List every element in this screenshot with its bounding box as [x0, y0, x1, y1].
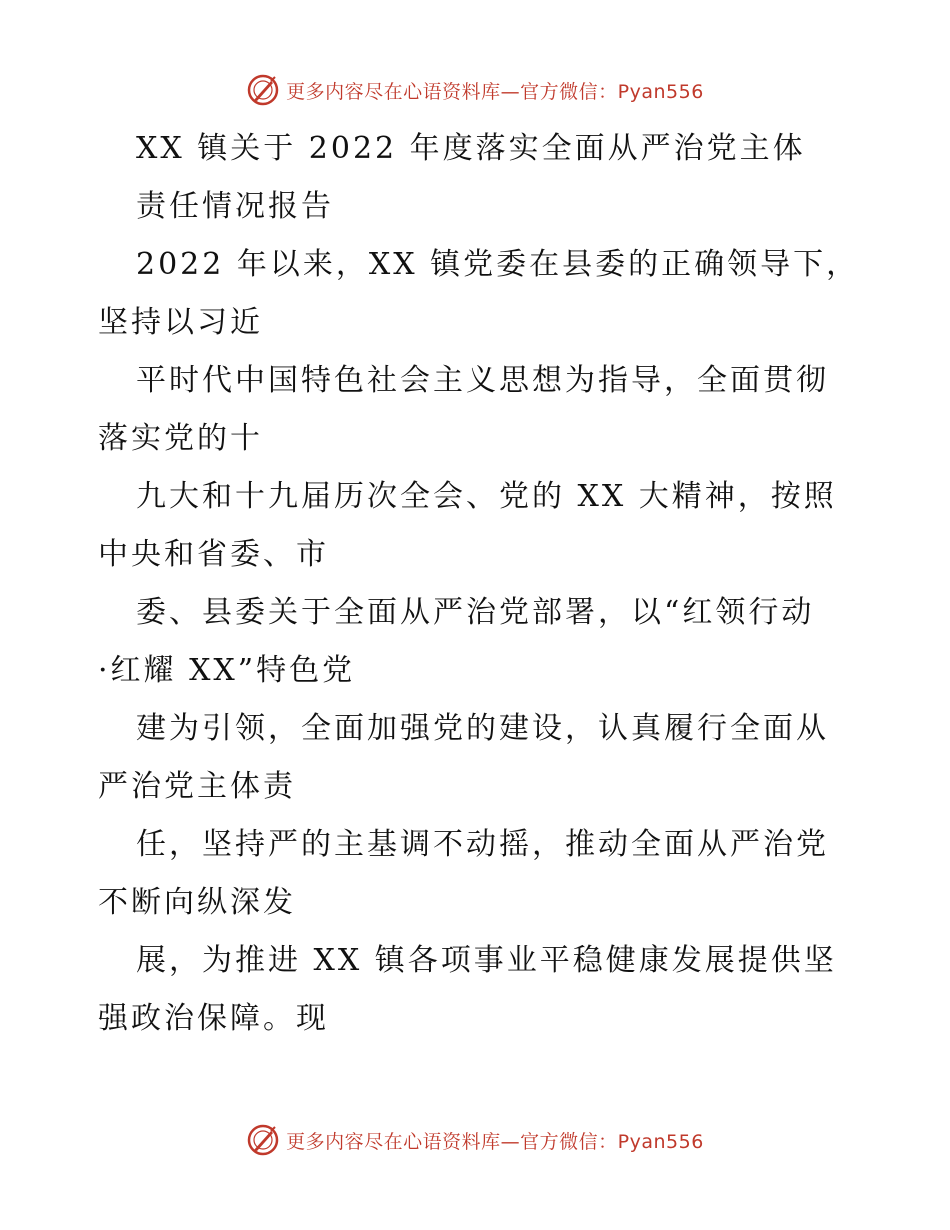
paragraph-line: ·红耀 XX”特色党	[98, 653, 356, 688]
paragraph-line: 任，坚持严的主基调不动摇，推动全面从严治党	[136, 827, 829, 862]
paragraph-line: 平时代中国特色社会主义思想为指导，全面贯彻	[136, 363, 829, 398]
title-line-1: XX 镇关于 2022 年度落实全面从严治党主体	[136, 131, 806, 166]
paragraph-line: 建为引领，全面加强党的建设，认真履行全面从	[136, 711, 829, 746]
footer-watermark	[0, 1120, 950, 1160]
title-line-2: 责任情况报告	[136, 189, 334, 224]
paragraph-line: 坚持以习近	[98, 305, 263, 340]
paragraph-line: 严治党主体责	[98, 769, 296, 804]
paragraph-line: 展，为推进 XX 镇各项事业平稳健康发展提供坚	[136, 943, 837, 978]
paragraph-line: 2022 年以来，XX 镇党委在县委的正确领导下，	[136, 247, 860, 282]
watermark-text: 更多内容尽在心语资料库—官方微信：Pyan556	[286, 80, 704, 103]
paragraph-line: 九大和十九届历次全会、党的 XX 大精神，按照	[136, 479, 837, 514]
quill-pen-logo-icon	[246, 1123, 280, 1157]
paragraph-line: 强政治保障。现	[98, 1001, 329, 1036]
paragraph-line: 不断向纵深发	[98, 885, 296, 920]
header-watermark	[0, 70, 950, 110]
paragraph-line: 中央和省委、市	[98, 537, 329, 572]
quill-pen-logo-icon	[246, 73, 280, 107]
watermark-text: 更多内容尽在心语资料库—官方微信：Pyan556	[286, 1130, 704, 1153]
document-body	[98, 120, 858, 1048]
paragraph-line: 落实党的十	[98, 421, 263, 456]
paragraph-line: 委、县委关于全面从严治党部署，以“红领行动	[136, 595, 815, 630]
